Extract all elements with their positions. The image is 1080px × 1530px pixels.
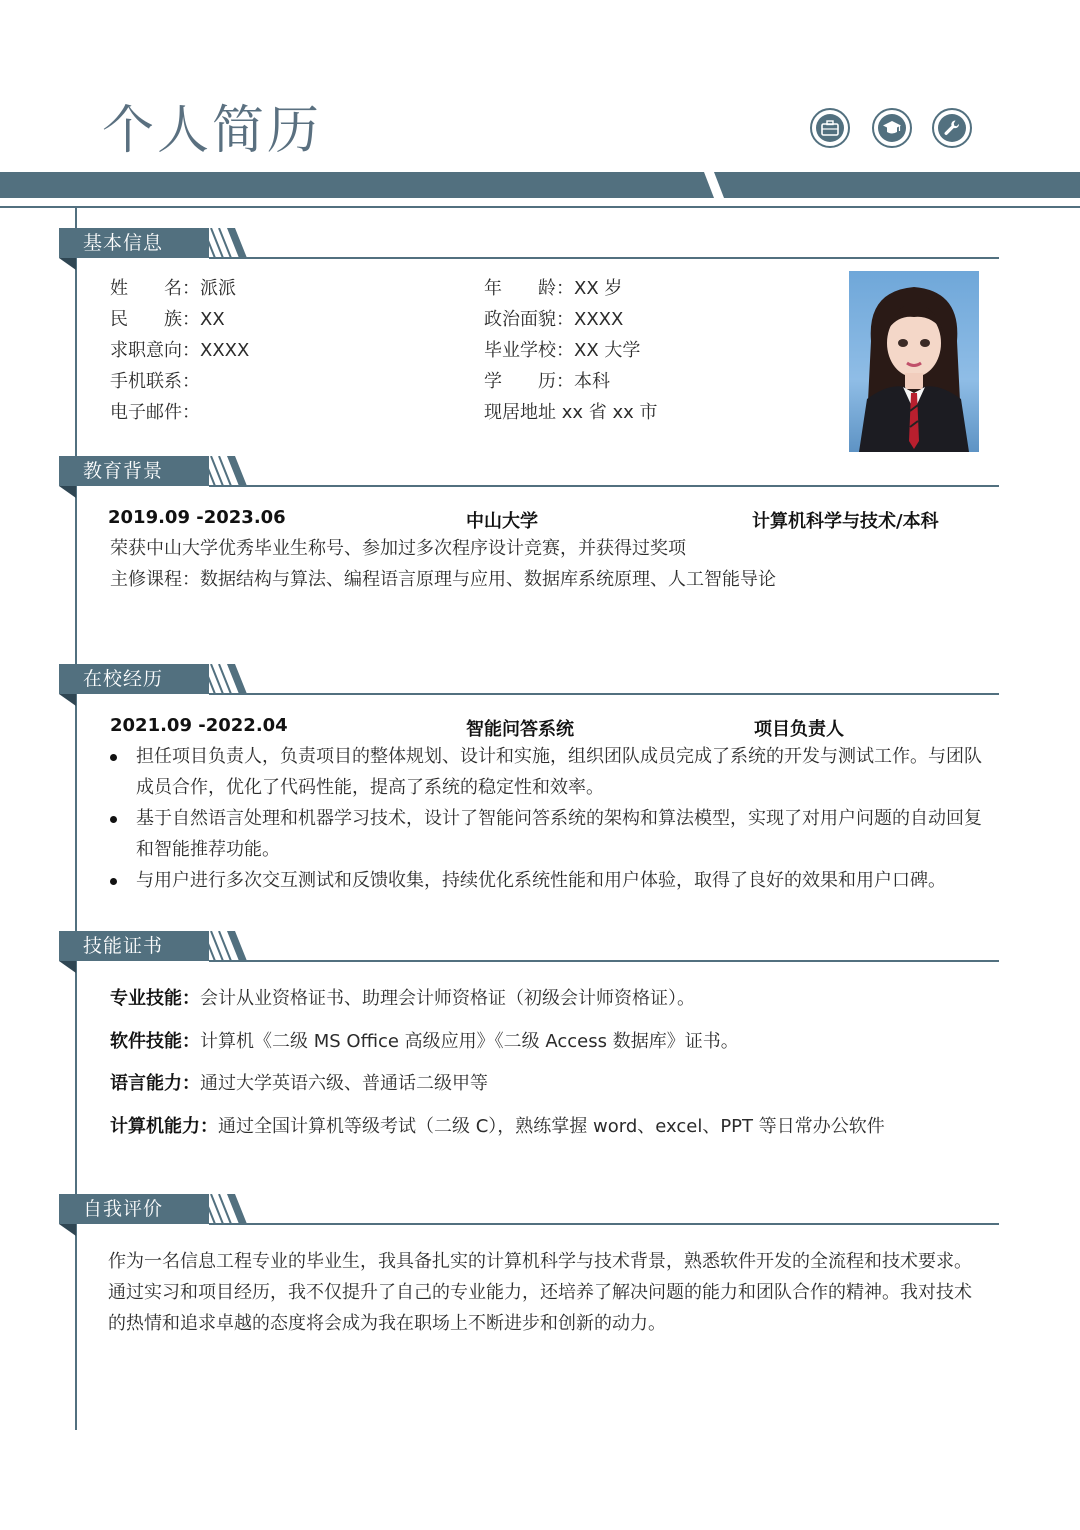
section-title: 教育背景 [59,456,209,486]
basic-right-column [484,273,658,428]
header-divider [0,206,1080,208]
skill-row: 语言能力：通过大学英语六级、普通话二级甲等 [110,1073,488,1094]
info-row: 电子邮件： [110,402,200,423]
graduation-cap-icon [872,108,912,148]
campus-bullets [108,741,990,896]
section-title: 在校经历 [59,664,209,694]
section-campus-header [59,664,999,708]
briefcase-icon [810,108,850,148]
section-self-header [59,1194,999,1238]
education-period: 2019.09 -2023.06 [108,507,286,528]
campus-role: 项目负责人 [754,719,844,740]
campus-period: 2021.09 -2022.04 [110,715,288,736]
info-row: 年 龄：XX 岁 [484,278,623,299]
info-row: 民 族：XX [110,309,225,330]
list-item: 基于自然语言处理和机器学习技术，设计了智能问答系统的架构和算法模型，实现了对用户问题的自动回复和智能推荐功能。 [108,803,990,865]
education-major: 计算机科学与技术/本科 [752,511,939,532]
skill-row: 软件技能：计算机《二级 MS Office 高级应用》《二级 Access 数据库》证书。 [110,1031,739,1052]
info-row: 现居地址 xx 省 xx 市 [484,402,658,423]
section-title: 基本信息 [59,228,209,258]
basic-left-column [110,273,249,428]
info-row: 政治面貌：XXXX [484,309,624,330]
header-band [0,172,1080,200]
education-school: 中山大学 [466,511,538,532]
section-title: 技能证书 [59,931,209,961]
section-skills-header [59,931,999,975]
list-item: 担任项目负责人，负责项目的整体规划、设计和实施，组织团队成员完成了系统的开发与测试工作。与团队成员合作，优化了代码性能，提高了系统的稳定性和效率。 [108,741,990,803]
self-evaluation-text: 作为一名信息工程专业的毕业生，我具备扎实的计算机科学与技术背景，熟悉软件开发的全流程和技术要求。通过实习和项目经历，我不仅提升了自己的专业能力，还培养了解决问题的能力和团队合作的精神。我对技术的热情和追求卓越的态度将会成为我在职场上不断进步和创新的动力。 [108,1251,972,1334]
info-row: 学 历：本科 [484,371,610,392]
info-row: 姓 名：派派 [110,278,236,299]
timeline-line [75,208,77,1430]
page-title: 个人简历 [102,101,323,161]
section-basic-header [59,228,999,272]
section-title: 自我评价 [59,1194,209,1224]
profile-photo [849,271,979,452]
skill-row: 计算机能力：通过全国计算机等级考试（二级 C），熟练掌握 word、excel、PPT 等日常办公软件 [110,1116,885,1137]
list-item: 荣获中山大学优秀毕业生称号、参加过多次程序设计竞赛，并获得过奖项 [110,538,686,559]
info-row: 手机联系： [110,371,200,392]
list-item: 与用户进行多次交互测试和反馈收集，持续优化系统性能和用户体验，取得了良好的效果和用户口碑。 [108,865,990,896]
wrench-icon [932,108,972,148]
campus-project: 智能问答系统 [466,719,574,740]
info-row: 求职意向：XXXX [110,340,250,361]
skill-row: 专业技能：会计从业资格证书、助理会计师资格证（初级会计师资格证）。 [110,988,695,1009]
list-item: 主修课程：数据结构与算法、编程语言原理与应用、数据库系统原理、人工智能导论 [110,569,776,590]
education-details [110,533,776,595]
section-education-header [59,456,999,500]
info-row: 毕业学校：XX 大学 [484,340,641,361]
